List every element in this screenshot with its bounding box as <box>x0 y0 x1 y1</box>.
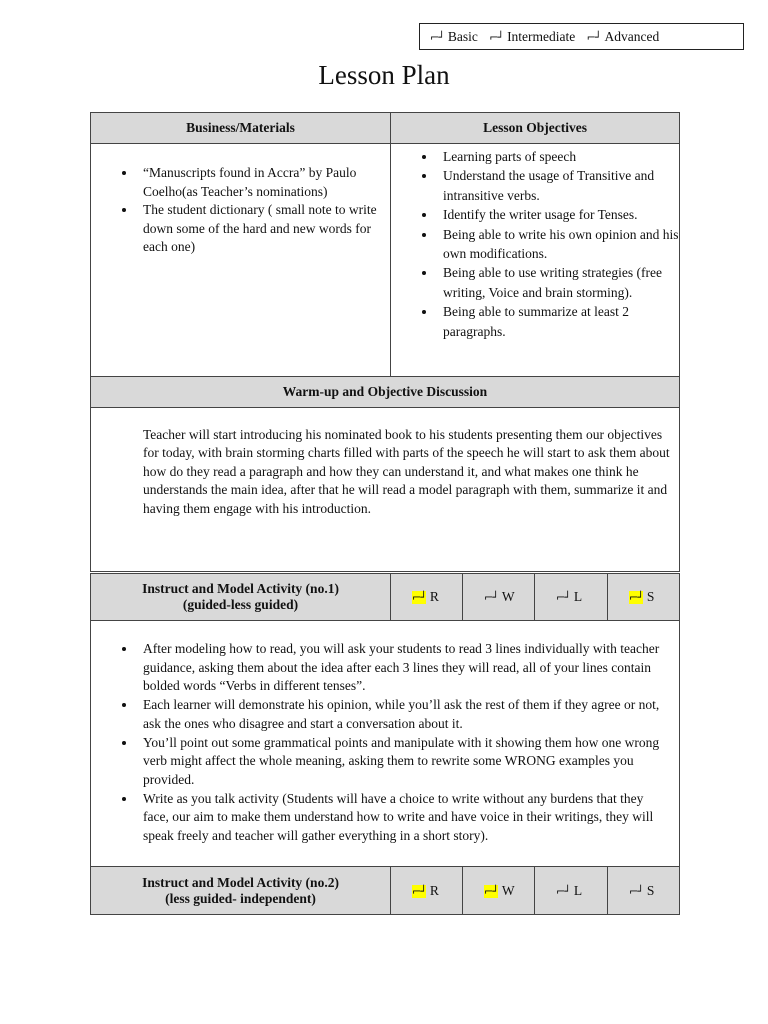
checkbox-icon: ⌐┘ <box>556 884 570 898</box>
activity2-header: Instruct and Model Activity (no.2) (less guided- independent) <box>91 867 391 915</box>
objectives-cell <box>391 144 680 377</box>
activity2-skill-speaking[interactable]: ⌐┘ S <box>608 867 680 915</box>
lesson-plan-table <box>90 112 680 915</box>
list-item: • You’ll point out some grammatical points and manipulate with it showing them how one wrong verb might affect the whole meaning, asking them to rewrite some WRONG examples you provided. <box>137 734 671 790</box>
checkbox-icon: ⌐┘ <box>629 884 643 898</box>
checkbox-icon: ⌐┘ <box>484 591 498 604</box>
objectives-list <box>391 147 679 341</box>
list-item: • Being able to summarize at least 2 paragraphs. <box>437 302 679 341</box>
list-item: • After modeling how to read, you will ask your students to read 3 lines individually with teacher guidance, asking them about the idea after each 3 lines they will read, all of your lines contain bolded words “Verbs in different tenses”. <box>137 640 671 696</box>
warmup-cell <box>91 408 680 573</box>
checkbox-icon: ⌐┘ <box>412 591 426 604</box>
level-option-advanced[interactable]: ⌐┘ Advanced <box>586 29 660 44</box>
level-option-intermediate[interactable]: ⌐┘ Intermediate <box>489 29 576 44</box>
activity1-skill-reading[interactable]: ⌐┘ R <box>391 573 463 621</box>
checkbox-icon: ⌐┘ <box>484 884 498 898</box>
objectives-header: Lesson Objectives <box>391 113 680 144</box>
materials-list <box>91 164 390 257</box>
activity2-skill-reading[interactable]: ⌐┘ R <box>391 867 463 915</box>
checkbox-icon: ⌐┘ <box>489 31 504 44</box>
list-item: • Being able to use writing strategies (free writing, Voice and brain storming). <box>437 263 679 302</box>
list-item: • Understand the usage of Transitive and intransitive verbs. <box>437 166 679 205</box>
list-item: • Identify the writer usage for Tenses. <box>437 205 679 224</box>
checkbox-icon: ⌐┘ <box>430 31 444 44</box>
list-item: • Write as you talk activity (Students will have a choice to write without any burdens that they face, our aim to make them understand how to write and have voice in their writings, they will speak freely and teacher will gather everything in a short story). <box>137 790 671 846</box>
activity1-skill-speaking[interactable]: ⌐┘ S <box>608 573 680 621</box>
activity1-skill-listening[interactable]: ⌐┘ L <box>535 573 608 621</box>
list-item: • Learning parts of speech <box>437 147 679 166</box>
materials-header: Business/Materials <box>91 113 391 144</box>
level-option-basic[interactable]: ⌐┘ Basic <box>430 29 478 44</box>
checkbox-icon: ⌐┘ <box>586 31 601 44</box>
checkbox-icon: ⌐┘ <box>556 591 570 604</box>
list-item: • Being able to write his own opinion and his own modifications. <box>437 225 679 264</box>
activity2-skill-writing[interactable]: ⌐┘ W <box>463 867 535 915</box>
checkbox-icon: ⌐┘ <box>629 591 643 604</box>
activity1-list <box>91 640 679 846</box>
level-selector <box>419 23 744 50</box>
warmup-header: Warm-up and Objective Discussion <box>91 377 680 408</box>
materials-cell <box>91 144 391 377</box>
list-item: • Each learner will demonstrate his opinion, while you’ll ask the rest of them if they agree or not, ask the ones who disagree and start a conversation about it. <box>137 696 671 733</box>
activity2-skill-listening[interactable]: ⌐┘ L <box>535 867 608 915</box>
list-item: • The student dictionary ( small note to write down some of the hard and new words for each one) <box>137 201 390 257</box>
checkbox-icon: ⌐┘ <box>412 884 426 898</box>
activity1-skill-writing[interactable]: ⌐┘ W <box>463 573 535 621</box>
warmup-text: Teacher will start introducing his nominated book to his students presenting them our objectives for today, with brain storming charts filled with parts of the speech he will start to ask them about how do they read a paragraph and how they can understand it, and what makes one think he understands the main idea, after that he will read a model paragraph with them, summarize it and having them engage with his introduction. <box>143 427 670 516</box>
activity1-header: Instruct and Model Activity (no.1) (guided-less guided) <box>91 573 391 621</box>
activity1-cell <box>91 621 680 867</box>
list-item: • “Manuscripts found in Accra” by Paulo Coelho(as Teacher’s nominations) <box>137 164 390 201</box>
page-title: Lesson Plan <box>318 60 450 90</box>
